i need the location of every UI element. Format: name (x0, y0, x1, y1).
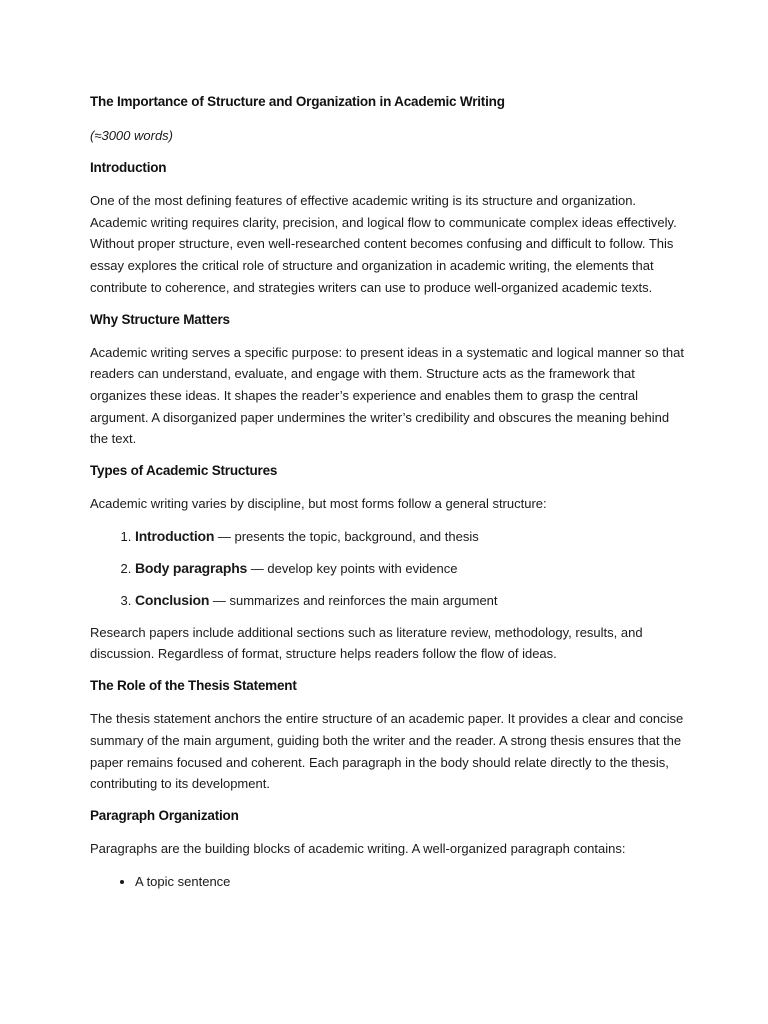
heading-paragraph-organization: Paragraph Organization (90, 807, 239, 823)
structure-list (90, 526, 690, 611)
list-item-term: Body paragraphs (135, 559, 248, 576)
heading-types: Types of Academic Structures (90, 463, 278, 479)
paragraph-why-structure: Academic writing serves a specific purpose: to present ideas in a systematic and logical manner so that readers can understand, evaluate, and engage with them. Structure acts as the framework that organizes these ideas. It shapes the reader’s experience and enables them to grasp the central argument. A disorganized paper undermines the writer’s credibility and obscures the meaning behind the text. (90, 344, 684, 447)
paragraph-thesis: The thesis statement anchors the entire structure of an academic paper. It provides a clear and concise summary of the main argument, guiding both the writer and the reader. A strong thesis ensures that the paper remains focused and coherent. Each paragraph in the body should relate directly to the thesis, contributing to its development. (90, 711, 684, 792)
paragraph-types-intro: Academic writing varies by discipline, but most forms follow a general structure: (90, 496, 547, 512)
list-item-term: Conclusion (135, 591, 210, 608)
list-item: • A topic sentence (135, 871, 690, 892)
list-item-desc: — summarizes and reinforces the main argument (209, 592, 498, 608)
paragraph-introduction: One of the most defining features of effective academic writing is its structure and organization. Academic writing requires clarity, precision, and logical flow to communicate complex ideas effectively. Without proper structure, even well-researched content becomes confusing and difficult to follow. This essay explores the critical role of structure and organization in academic writing, the elements that contribute to coherence, and strategies writers can use to produce well-organized academic texts. (90, 193, 677, 295)
heading-thesis: The Role of the Thesis Statement (90, 678, 297, 694)
list-item (135, 526, 690, 547)
list-item-desc: — develop key points with evidence (247, 560, 458, 576)
list-item (135, 590, 690, 611)
word-count: (≈3000 words) (90, 128, 174, 143)
heading-why-structure: Why Structure Matters (90, 311, 230, 327)
document-title: The Importance of Structure and Organization in Academic Writing (90, 94, 505, 109)
paragraph-elements-list (90, 871, 690, 892)
paragraph-types-after: Research papers include additional sections such as literature review, methodology, results, and discussion. Regardless of format, structure helps readers follow the flow of ideas. (90, 624, 643, 662)
list-item-desc: — presents the topic, background, and thesis (214, 528, 479, 544)
paragraph-paragraph-organization: Paragraphs are the building blocks of academic writing. A well-organized paragraph contains: (90, 840, 626, 856)
heading-introduction: Introduction (90, 160, 167, 175)
list-item-term: Introduction (135, 527, 215, 544)
document-page (90, 92, 690, 903)
list-item (135, 558, 690, 579)
